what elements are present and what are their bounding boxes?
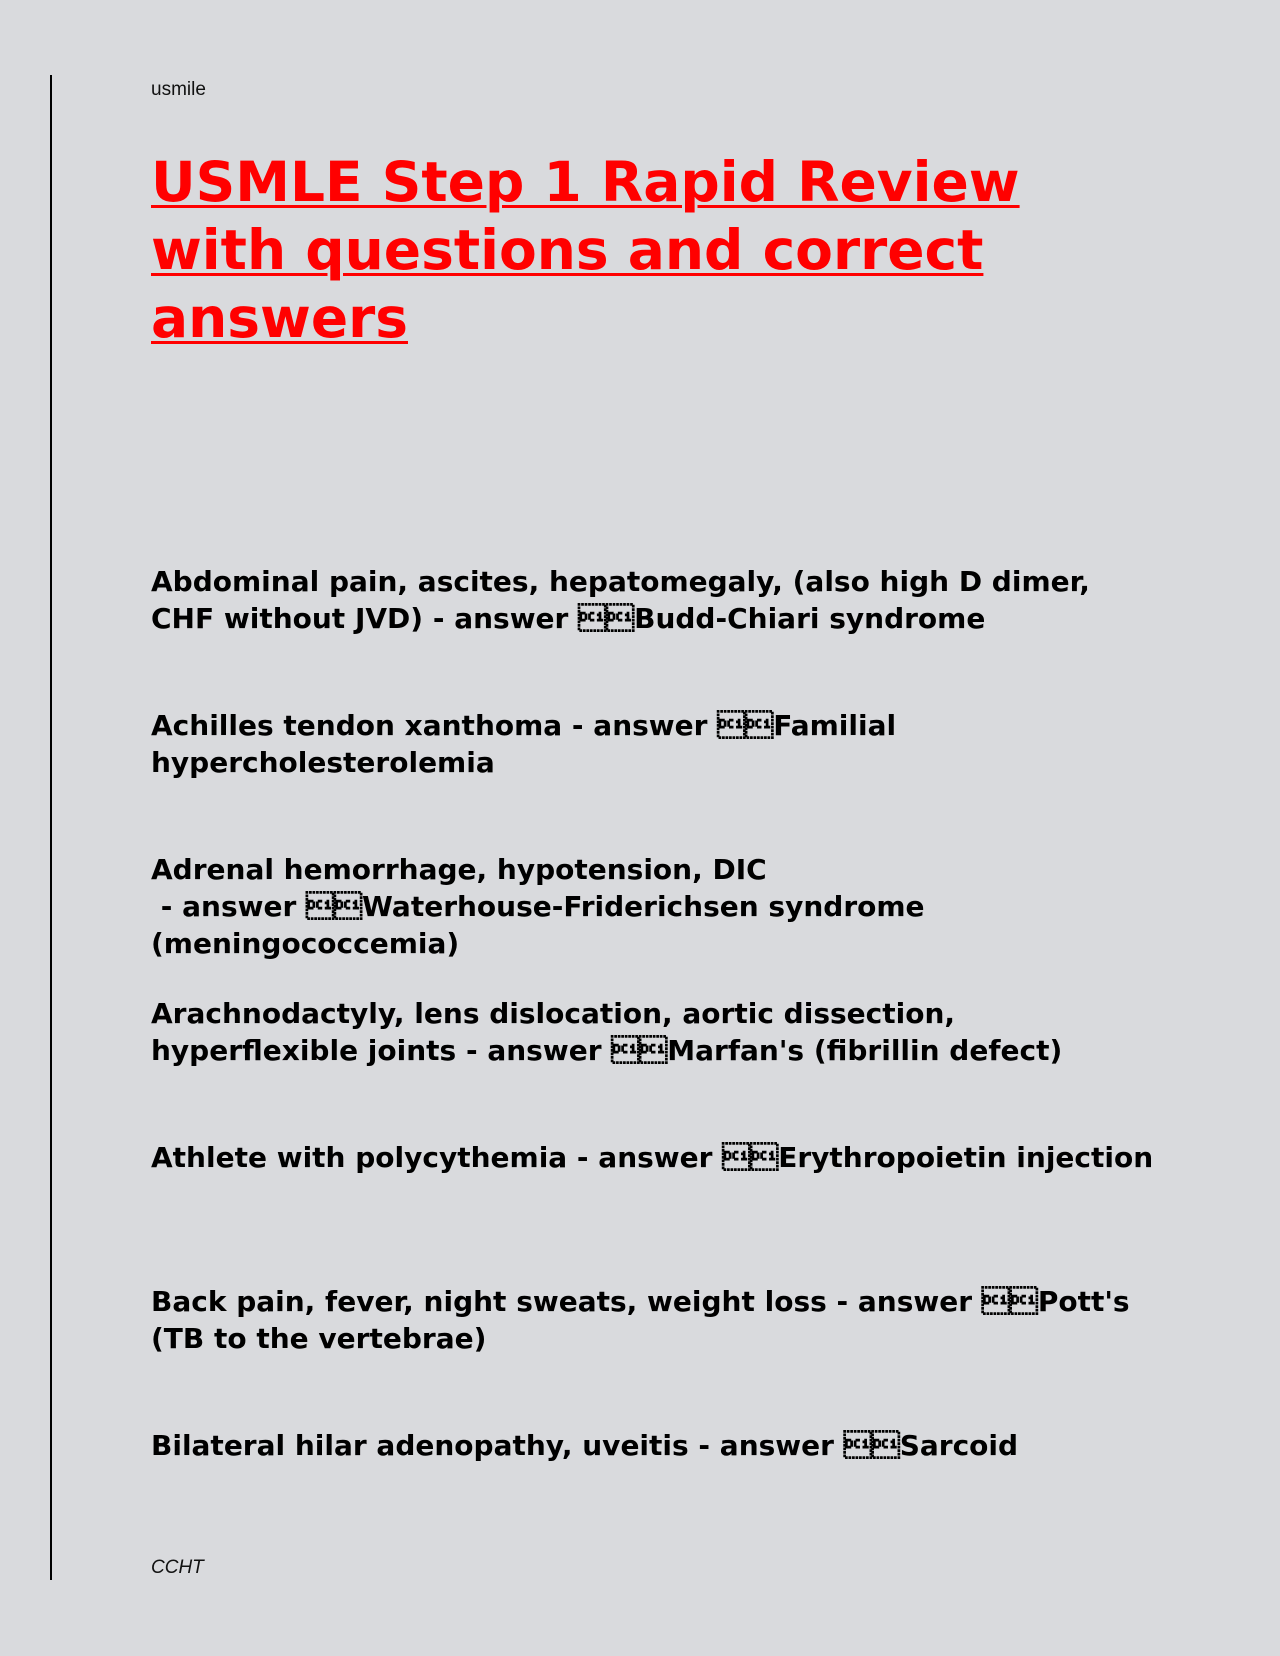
- document-title: USMLE Step 1 Rapid Review with questions and correct answers: [151, 150, 1020, 350]
- qa-item: [151, 1427, 1161, 1571]
- qa-answer: Sarcoid: [899, 1429, 1019, 1462]
- qa-list: [151, 563, 1161, 1571]
- qa-separator: - answer : [562, 709, 774, 742]
- qa-answer: Erythropoietin injection: [778, 1141, 1154, 1174]
- qa-separator: - answer : [456, 1034, 668, 1067]
- qa-question: Back pain, fever, night sweats, weight loss: [151, 1285, 827, 1318]
- qa-answer: Marfan's (fibrillin defect): [667, 1034, 1063, 1067]
- qa-question: Arachnodactyly, lens dislocation, aortic dissection, hyperflexible joints: [151, 997, 956, 1067]
- qa-item: [151, 707, 1161, 851]
- qa-separator: - answer : [567, 1141, 779, 1174]
- qa-separator: - answer : [688, 1429, 900, 1462]
- page-header: usmile: [151, 79, 206, 100]
- qa-question: Adrenal hemorrhage, hypotension, DIC: [151, 853, 767, 886]
- qa-item: [151, 995, 1161, 1139]
- qa-item: [151, 1139, 1161, 1283]
- qa-separator: - answer : [423, 602, 635, 635]
- qa-item: [151, 1283, 1161, 1427]
- qa-question: Bilateral hilar adenopathy, uveitis: [151, 1429, 689, 1462]
- qa-separator: - answer : [151, 890, 363, 923]
- qa-item: [151, 563, 1161, 707]
- qa-question: Achilles tendon xanthoma: [151, 709, 563, 742]
- qa-answer: Pott's (TB to the vertebrae): [151, 1285, 1130, 1355]
- qa-separator: - answer : [826, 1285, 1038, 1318]
- qa-answer: Familial hypercholesterolemia: [151, 709, 897, 779]
- page-footer: CCHT: [151, 1557, 204, 1578]
- qa-question: Abdominal pain, ascites, hepatomegaly, (also high D dimer, CHF without JVD): [151, 565, 1090, 635]
- qa-item: [151, 851, 1161, 995]
- margin-rule: [50, 75, 52, 1580]
- qa-answer: Budd-Chiari syndrome: [634, 602, 986, 635]
- qa-answer: Waterhouse-Friderichsen syndrome (meningococcemia): [151, 890, 925, 960]
- qa-question: Athlete with polycythemia: [151, 1141, 568, 1174]
